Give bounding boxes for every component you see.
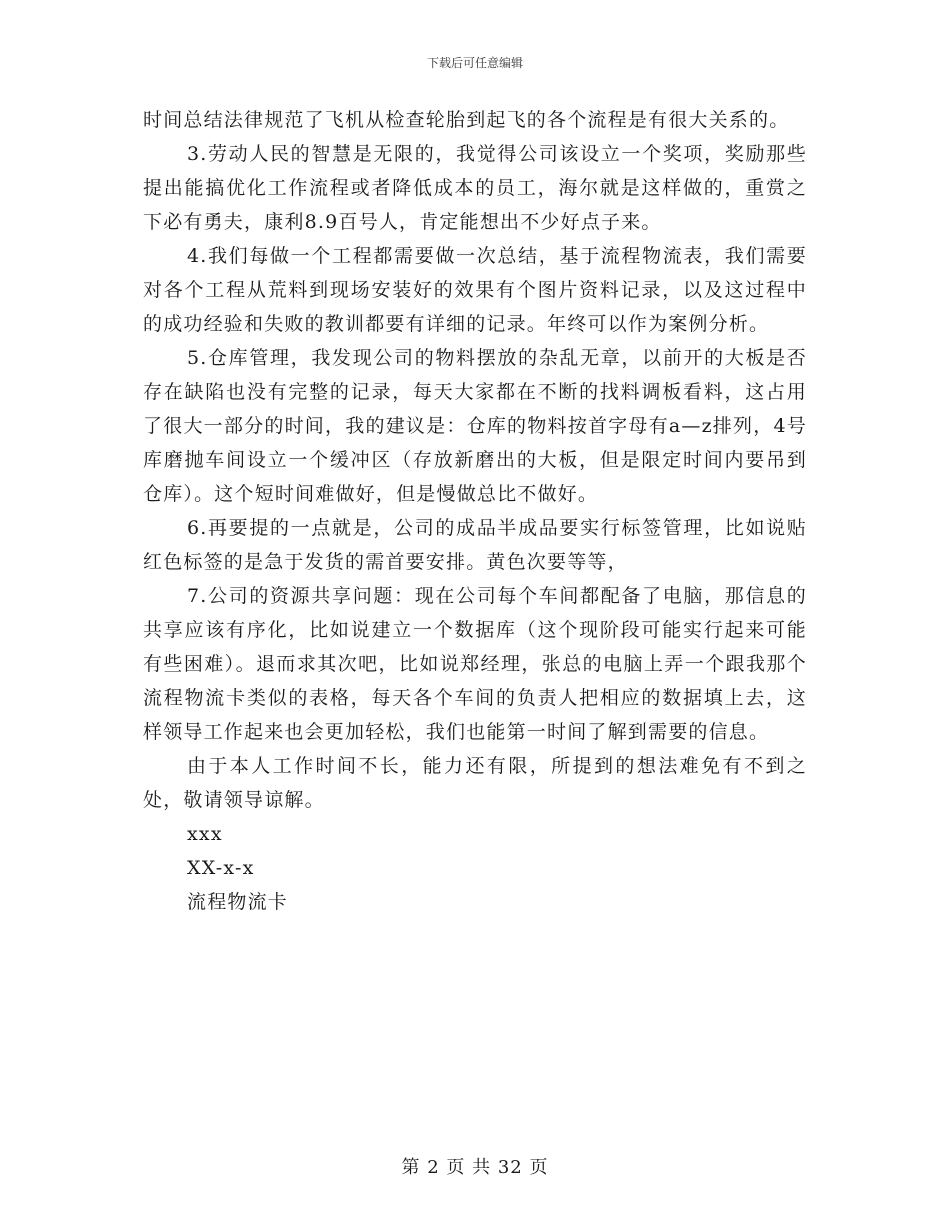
- page-header: 下载后可任意编辑: [426, 56, 523, 70]
- paragraph-closing: 由于本人工作时间不长，能力还有限，所提到的想法难免有不到之处，敬请领导谅解。: [143, 755, 807, 811]
- paragraph-item-7: 7.公司的资源共享问题：现在公司每个车间都配备了电脑，那信息的共享应该有序化，比如说建立一个数据库（这个现阶段可能实行起来可能有些困难）。退而求其次吧，比如说郑经理，张总的电脑上弄一个跟我那个流程物流卡类似的表格，每天各个车间的负责人把相应的数据填上去，这样领导工作起来也会更加轻松，我们也能第一时间了解到需要的信息。: [143, 585, 807, 743]
- signature-title: 流程物流卡: [187, 891, 289, 913]
- signature-date: XX-x-x: [187, 857, 255, 879]
- paragraph-item-4: 4.我们每做一个工程都需要做一次总结，基于流程物流表，我们需要对各个工程从荒料到现场安装好的效果有个图片资料记录，以及这过程中的成功经验和失败的教训都要有详细的记录。年终可以作为案例分析。: [143, 245, 807, 335]
- paragraph-item-3: 3.劳动人民的智慧是无限的，我觉得公司该设立一个奖项，奖励那些提出能搞优化工作流程或者降低成本的员工，海尔就是这样做的，重赏之下必有勇夫，康利8.9百号人，肯定能想出不少好点子来。: [143, 143, 807, 233]
- paragraph-item-6: 6.再要提的一点就是，公司的成品半成品要实行标签管理，比如说贴红色标签的是急于发货的需首要安排。黄色次要等等，: [143, 517, 807, 573]
- paragraph-item-5: 5.仓库管理，我发现公司的物料摆放的杂乱无章，以前开的大板是否存在缺陷也没有完整的记录，每天大家都在不断的找料调板看料，这占用了很大一部分的时间，我的建议是：仓库的物料按首字母有a—z排列，4号库磨抛车间设立一个缓冲区（存放新磨出的大板，但是限定时间内要吊到仓库）。这个短时间难做好，但是慢做总比不做好。: [143, 347, 807, 505]
- page-number: 第 2 页 共 32 页: [401, 1157, 549, 1178]
- paragraph-continuation: 时间总结法律规范了飞机从检查轮胎到起飞的各个流程是有很大关系的。: [143, 109, 790, 131]
- signature-name: xxx: [187, 823, 223, 845]
- document-body: [143, 103, 807, 919]
